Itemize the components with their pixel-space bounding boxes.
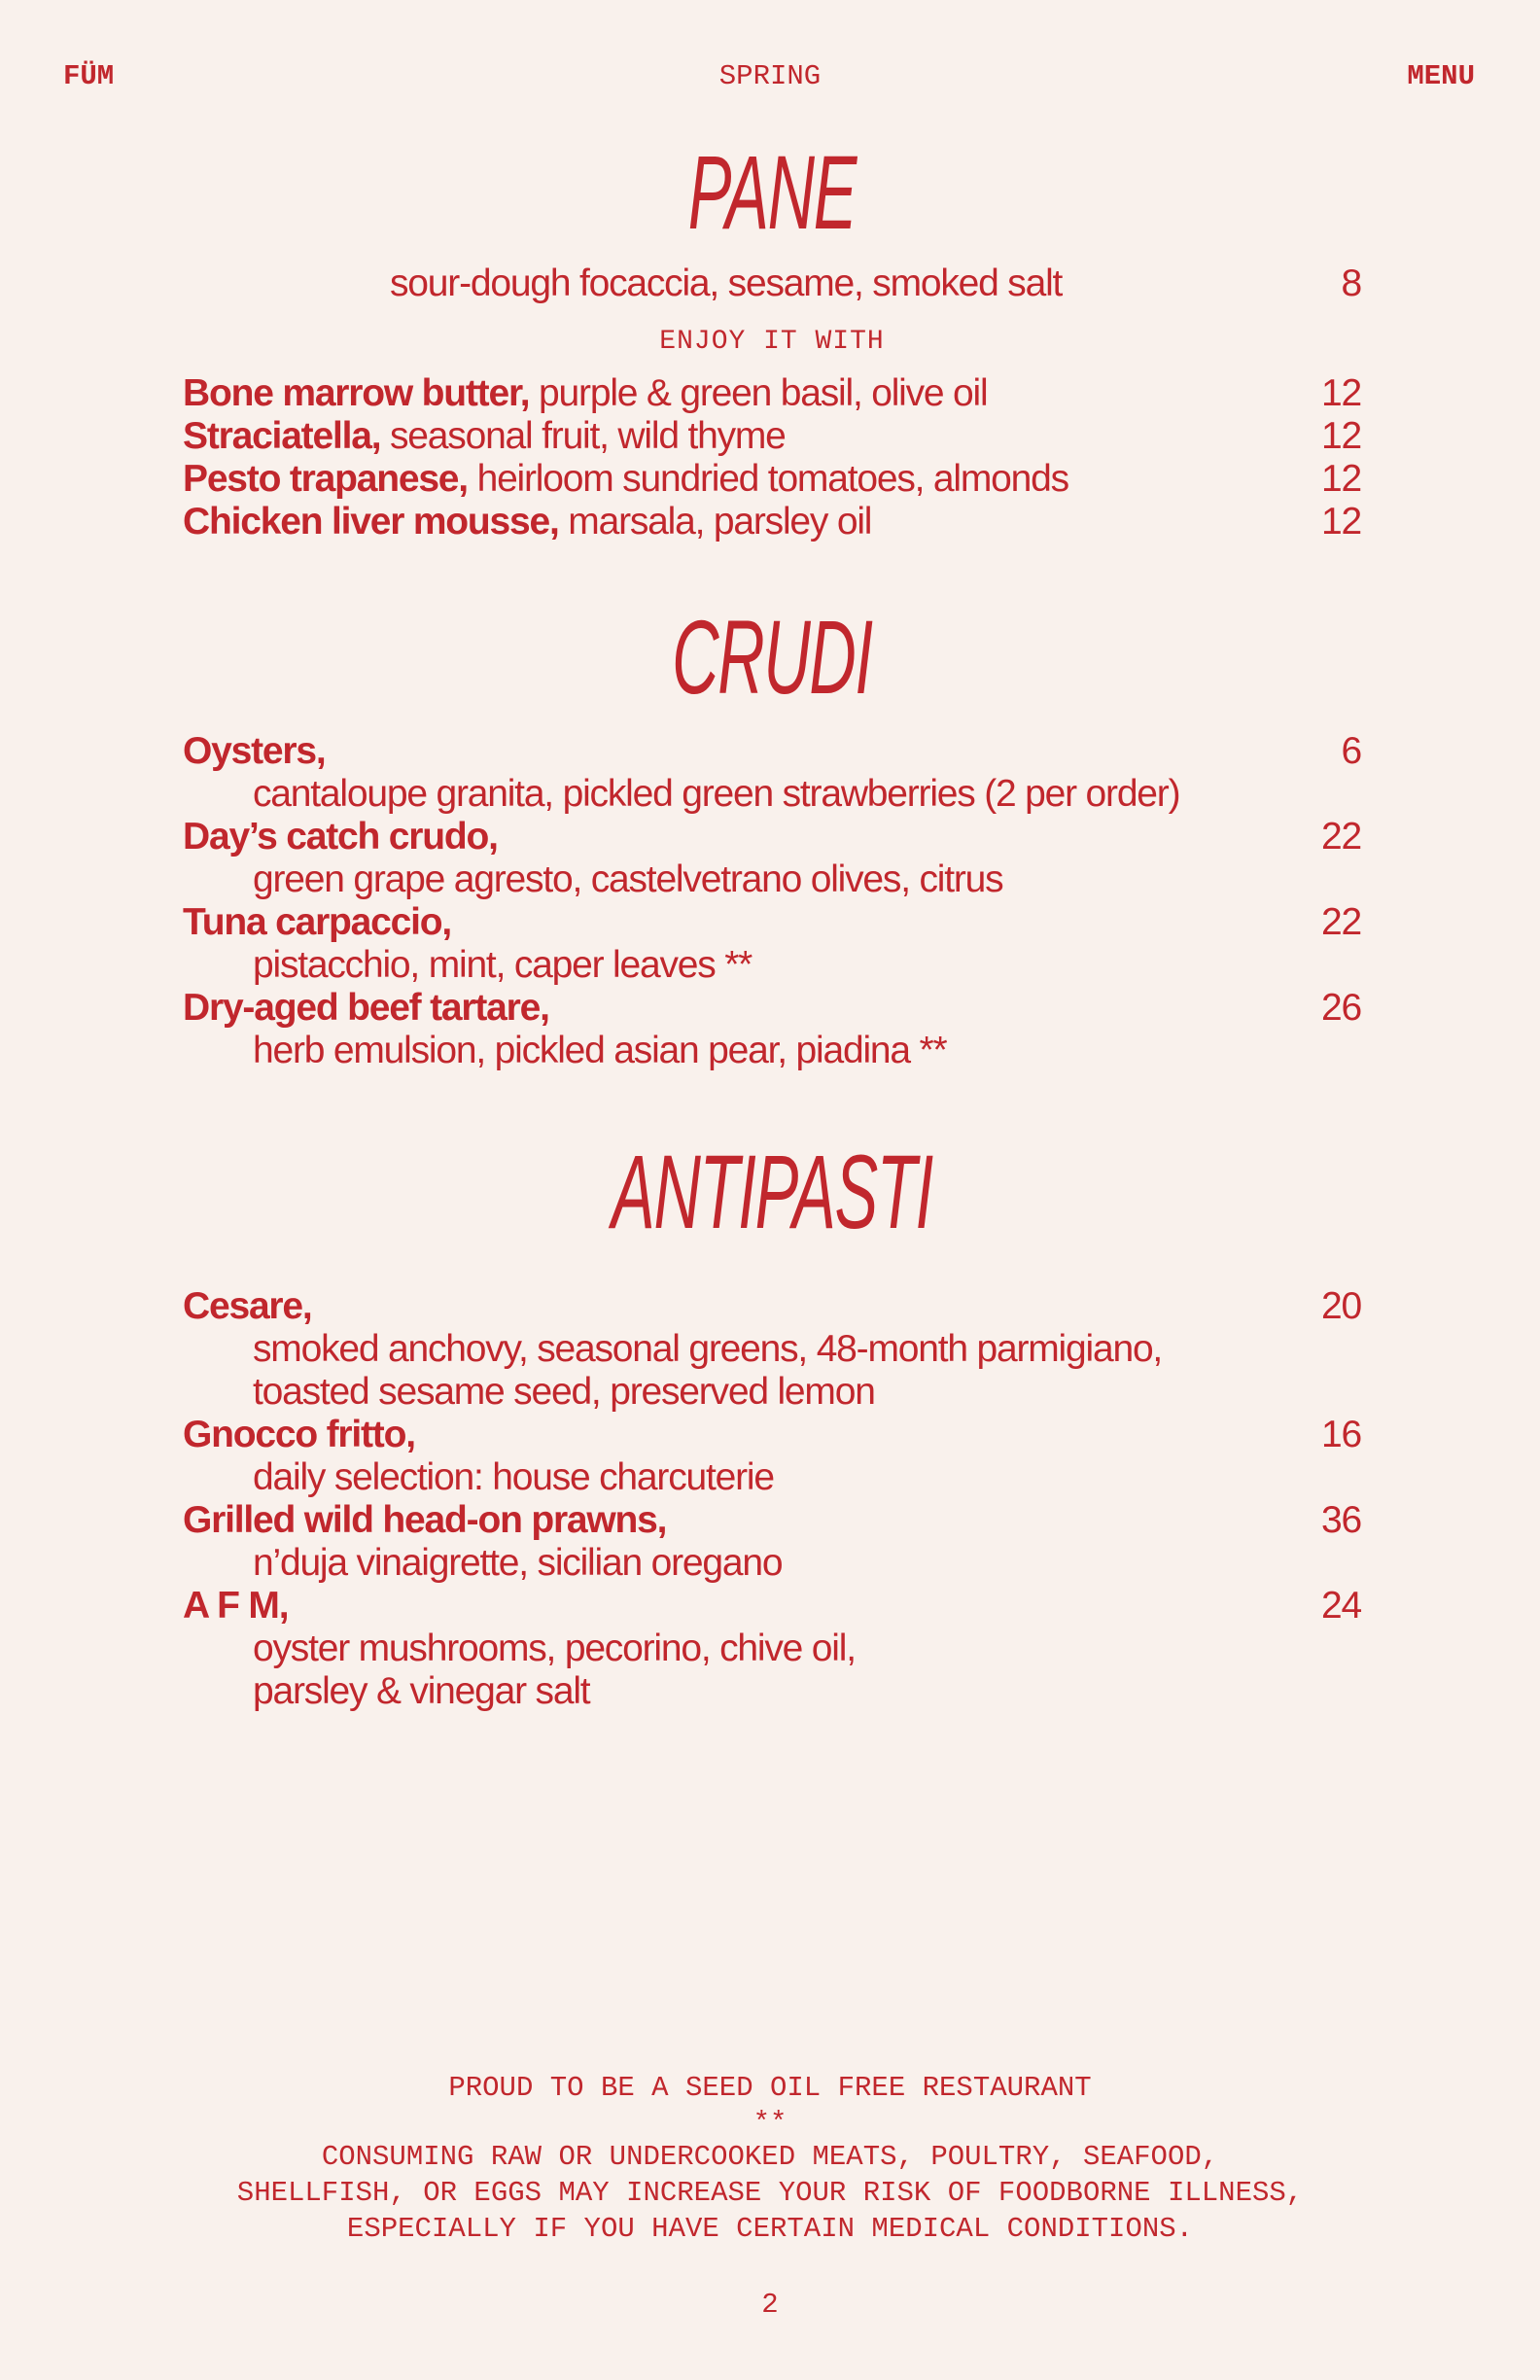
- item-price: 22: [1321, 816, 1361, 858]
- item-name: Grilled wild head-on prawns,: [183, 1499, 667, 1541]
- page-number: 2: [761, 2289, 779, 2321]
- menu-item: [183, 901, 1361, 944]
- menu-item: [183, 1414, 1361, 1456]
- item-name: Chicken liver mousse,: [183, 501, 559, 542]
- section-title-crudi: CRUDI: [672, 598, 872, 716]
- item-price: 12: [1321, 415, 1361, 457]
- footnote-stars: **: [752, 2107, 788, 2139]
- seed-oil-notice: PROUD TO BE A SEED OIL FREE RESTAURANT: [448, 2072, 1092, 2104]
- item-description: toasted sesame seed, preserved lemon: [253, 1371, 875, 1413]
- item-description: n’duja vinaigrette, sicilian oregano: [253, 1542, 783, 1584]
- section-title-pane: PANE: [687, 133, 857, 251]
- season-label: SPRING: [718, 60, 822, 92]
- page-header: [0, 60, 1540, 99]
- menu-item: [183, 1585, 1361, 1628]
- item-description: pistacchio, mint, caper leaves **: [253, 944, 752, 986]
- item-description: seasonal fruit, wild thyme: [380, 415, 786, 457]
- menu-item: [183, 1285, 1361, 1328]
- item-description: daily selection: house charcuterie: [253, 1456, 774, 1498]
- item-price: 12: [1321, 501, 1361, 542]
- item-name: Straciatella,: [183, 415, 381, 457]
- menu-item: [183, 987, 1361, 1030]
- item-price: 8: [1341, 262, 1361, 304]
- item-name: Pesto trapanese,: [183, 458, 468, 500]
- item-description: smoked anchovy, seasonal greens, 48-month parmigiano,: [253, 1328, 1163, 1370]
- item-name: Tuna carpaccio,: [183, 901, 452, 943]
- item-description: parsley & vinegar salt: [253, 1670, 590, 1712]
- item-price: 20: [1321, 1285, 1361, 1327]
- item-description: marsala, parsley oil: [558, 501, 872, 542]
- item-name: Oysters,: [183, 730, 326, 772]
- item-price: 12: [1321, 372, 1361, 414]
- item-description: heirloom sundried tomatoes, almonds: [467, 458, 1068, 500]
- menu-item: [183, 730, 1361, 773]
- item-price: 6: [1341, 730, 1361, 772]
- item-description: cantaloupe granita, pickled green strawberries (2 per order): [253, 773, 1180, 815]
- menu-label: MENU: [1407, 60, 1475, 92]
- menu-item: [183, 458, 1361, 501]
- item-price: 36: [1321, 1499, 1361, 1541]
- item-description: oyster mushrooms, pecorino, chive oil,: [253, 1628, 856, 1669]
- item-name: Cesare,: [183, 1285, 312, 1327]
- item-price: 24: [1321, 1585, 1361, 1627]
- menu-item: [183, 1499, 1361, 1542]
- item-price: 26: [1321, 987, 1361, 1029]
- item-name: A F M,: [183, 1585, 289, 1627]
- item-name: Dry-aged beef tartare,: [183, 987, 549, 1029]
- bread-description: sour-dough focaccia, sesame, smoked salt: [390, 262, 1063, 304]
- item-name: Day’s catch crudo,: [183, 816, 498, 858]
- item-name: Bone marrow butter,: [183, 372, 530, 414]
- item-price: 16: [1321, 1414, 1361, 1455]
- item-price: 12: [1321, 458, 1361, 500]
- item-description: herb emulsion, pickled asian pear, piadina **: [253, 1030, 947, 1071]
- item-price: 22: [1321, 901, 1361, 943]
- enjoy-it-with-label: ENJOY IT WITH: [659, 327, 885, 357]
- item-description: green grape agresto, castelvetrano olives, citrus: [253, 858, 1003, 900]
- menu-item: [183, 372, 1361, 415]
- menu-item: [183, 816, 1361, 858]
- raw-food-warning-line3: ESPECIALLY IF YOU HAVE CERTAIN MEDICAL CONDITIONS.: [346, 2213, 1194, 2245]
- section-title-antipasti: ANTIPASTI: [612, 1133, 932, 1250]
- menu-item: [183, 501, 1361, 543]
- item-name: Gnocco fritto,: [183, 1414, 415, 1455]
- raw-food-warning-line2: SHELLFISH, OR EGGS MAY INCREASE YOUR RISK OF FOODBORNE ILLNESS,: [236, 2177, 1304, 2209]
- menu-item: [183, 415, 1361, 458]
- raw-food-warning-line1: CONSUMING RAW OR UNDERCOOKED MEATS, POULTRY, SEAFOOD,: [321, 2141, 1219, 2173]
- item-description: purple & green basil, olive oil: [529, 372, 988, 414]
- brand-name: FÜM: [63, 60, 115, 92]
